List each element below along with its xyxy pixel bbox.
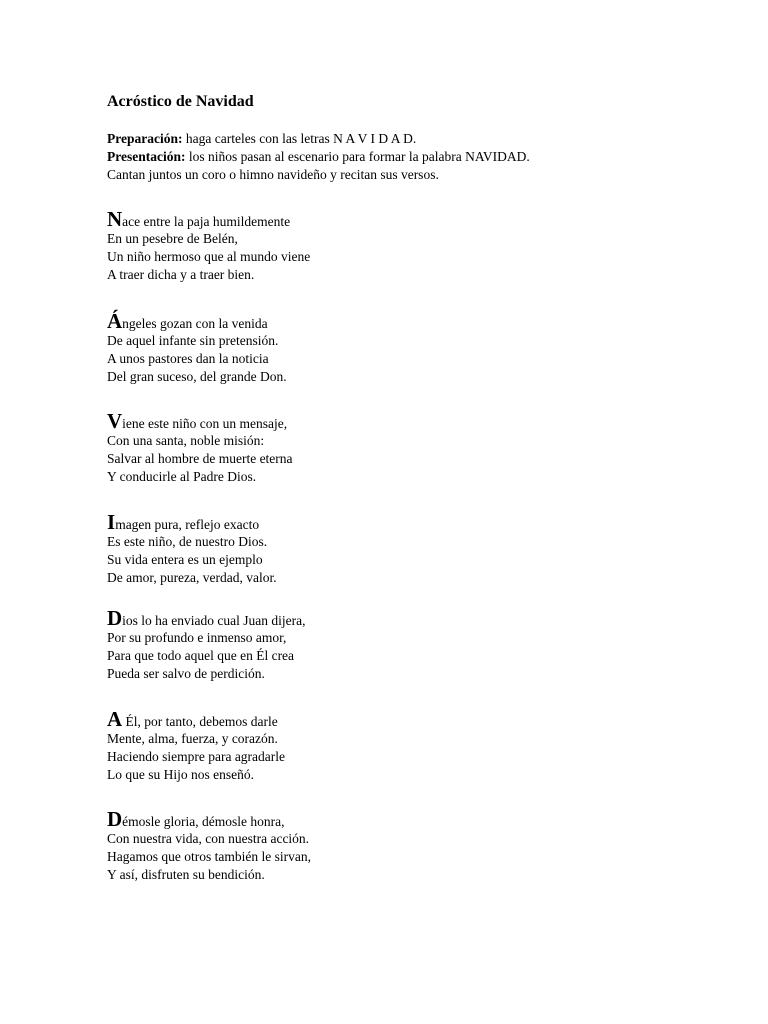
stanza-line: A unos pastores dan la noticia bbox=[107, 351, 269, 366]
stanza-line: Y conducirle al Padre Dios. bbox=[107, 469, 257, 484]
presentation-label: Presentación: bbox=[107, 149, 186, 164]
preparation-label: Preparación: bbox=[107, 131, 183, 146]
stanza-line: De amor, pureza, verdad, valor. bbox=[107, 570, 277, 585]
first-line-text: Él, por tanto, debemos darle bbox=[122, 714, 278, 729]
stanza-first-line bbox=[107, 606, 306, 630]
acrostic-initial: Á bbox=[107, 309, 123, 333]
acrostic-initial: V bbox=[107, 409, 123, 433]
stanza-d bbox=[107, 606, 306, 683]
acrostic-initial: D bbox=[107, 606, 123, 630]
first-line-text: magen pura, reflejo exacto bbox=[115, 517, 260, 532]
first-line-text: ace entre la paja humildemente bbox=[122, 214, 291, 229]
stanza-first-line bbox=[107, 207, 310, 231]
stanza-first-line bbox=[107, 707, 285, 731]
intro-closing-line: Cantan juntos un coro o himno navideño y recitan sus versos. bbox=[107, 167, 439, 182]
presentation-line bbox=[107, 148, 530, 166]
intro-paragraph bbox=[107, 130, 530, 184]
first-line-text: ios lo ha enviado cual Juan dijera, bbox=[122, 613, 306, 628]
stanza-line: Del gran suceso, del grande Don. bbox=[107, 369, 287, 384]
acrostic-initial: I bbox=[107, 510, 116, 534]
stanza-line: En un pesebre de Belén, bbox=[107, 231, 238, 246]
stanza-d-final bbox=[107, 807, 311, 884]
stanza-first-line bbox=[107, 409, 293, 433]
document-title: Acróstico de Navidad bbox=[107, 93, 254, 110]
stanza-first-line bbox=[107, 807, 311, 831]
acrostic-initial: N bbox=[107, 207, 123, 231]
stanza-n bbox=[107, 207, 311, 284]
stanza-i bbox=[107, 510, 277, 587]
stanza-line: Su vida entera es un ejemplo bbox=[107, 552, 263, 567]
stanza-first-line bbox=[107, 510, 277, 534]
stanza-a-accent bbox=[107, 309, 287, 386]
stanza-line: Con nuestra vida, con nuestra acción. bbox=[107, 831, 310, 846]
first-line-text: émosle gloria, démosle honra, bbox=[122, 814, 285, 829]
stanza-line: Un niño hermoso que al mundo viene bbox=[107, 249, 311, 264]
stanza-line: Y así, disfruten su bendición. bbox=[107, 867, 265, 882]
stanza-line: De aquel infante sin pretensión. bbox=[107, 333, 279, 348]
first-line-text: ngeles gozan con la venida bbox=[122, 316, 268, 331]
stanza-line: Salvar al hombre de muerte eterna bbox=[107, 451, 293, 466]
acrostic-initial: D bbox=[107, 807, 123, 831]
stanza-line: Lo que su Hijo nos enseñó. bbox=[107, 767, 254, 782]
stanza-line: Hagamos que otros también le sirvan, bbox=[107, 849, 311, 864]
preparation-line bbox=[107, 130, 530, 148]
stanza-line: Pueda ser salvo de perdición. bbox=[107, 666, 265, 681]
stanza-line: Mente, alma, fuerza, y corazón. bbox=[107, 731, 278, 746]
stanza-a bbox=[107, 707, 286, 784]
acrostic-initial: A bbox=[107, 707, 123, 731]
stanza-first-line bbox=[107, 309, 287, 333]
first-line-text: iene este niño con un mensaje, bbox=[122, 416, 288, 431]
stanza-line: Con una santa, noble misión: bbox=[107, 433, 265, 448]
presentation-text: los niños pasan al escenario para formar la palabra NAVIDAD. bbox=[185, 149, 530, 164]
stanza-line: A traer dicha y a traer bien. bbox=[107, 267, 255, 282]
stanza-line: Por su profundo e inmenso amor, bbox=[107, 630, 287, 645]
stanza-v bbox=[107, 409, 293, 486]
stanza-line: Es este niño, de nuestro Dios. bbox=[107, 534, 268, 549]
stanza-line: Para que todo aquel que en Él crea bbox=[107, 648, 295, 663]
stanza-line: Haciendo siempre para agradarle bbox=[107, 749, 286, 764]
preparation-text: haga carteles con las letras N A V I D A D. bbox=[182, 131, 417, 146]
